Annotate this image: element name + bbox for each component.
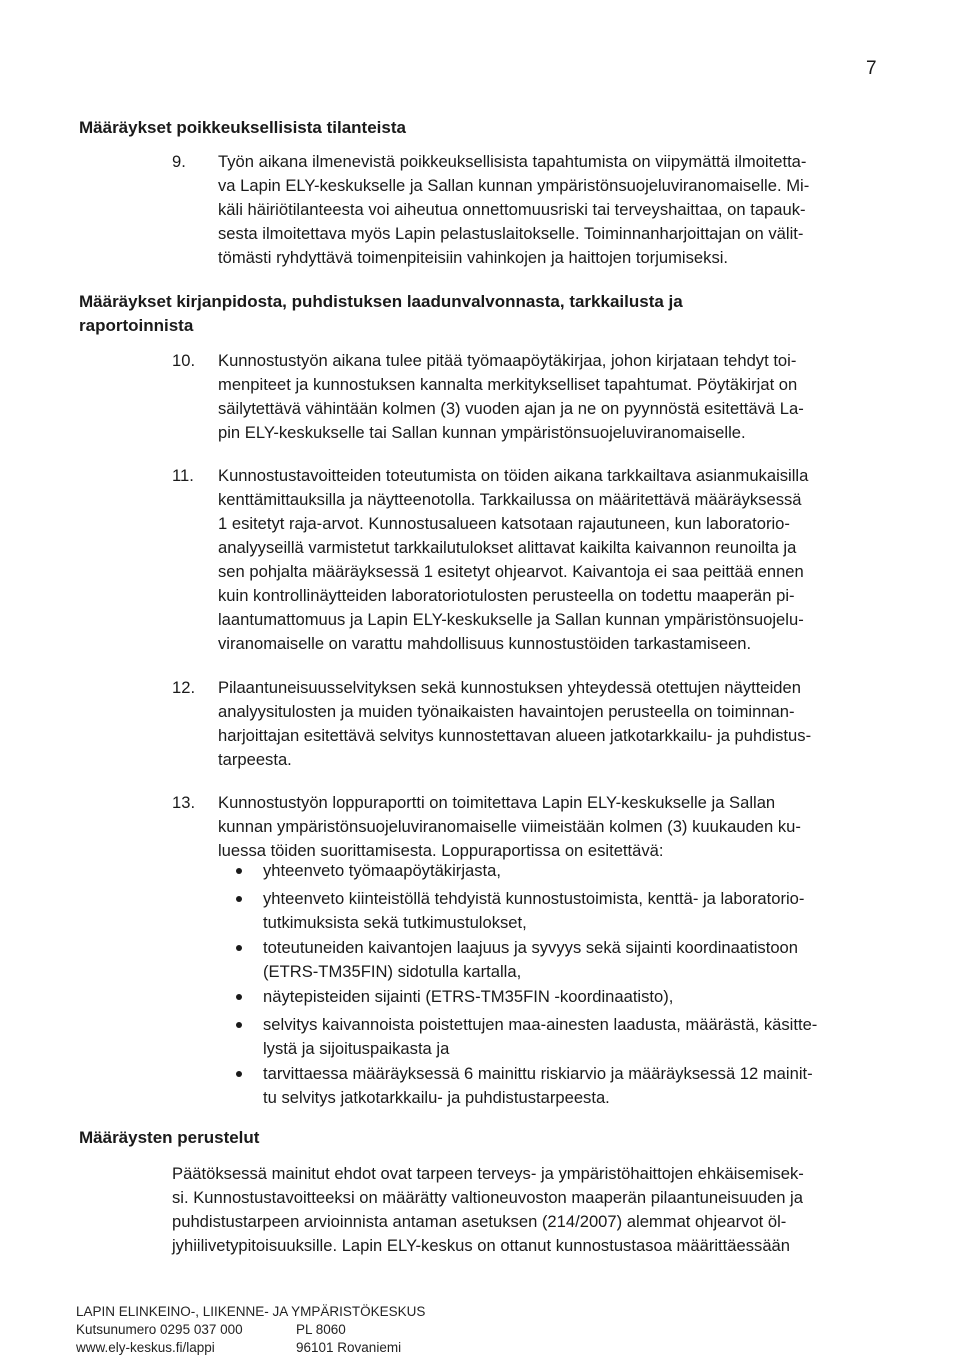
bullet-icon [236, 945, 242, 951]
text-line: Kunnostustavoitteiden toteutumista on töiden aikana tarkkailtava asianmukaisilla [218, 466, 809, 485]
text-line: laantumattomuus ja Lapin ELY-keskukselle ja Sallan kunnan ympäristönsuojelu- [218, 610, 804, 629]
text-line: 1 esitetyt raja-arvot. Kunnostusalueen katsotaan rajautuneen, kun laboratorio- [218, 514, 790, 533]
list-item [263, 985, 673, 1009]
text-line: tutkimuksista sekä tutkimustulokset, [263, 913, 527, 932]
item-number-13: 13. [172, 793, 196, 812]
text-line: yhteenveto kiinteistöllä tehdyistä kunnostustoimista, kenttä- ja laboratorio- [263, 889, 805, 908]
text-line: (ETRS-TM35FIN) sidotulla kartalla, [263, 962, 522, 981]
section-heading-rationale: Määräysten perustelut [79, 1128, 260, 1147]
item-number-9: 9. [172, 152, 186, 171]
text-line: Kunnostustyön aikana tulee pitää työmaapöytäkirjaa, johon kirjataan tehdyt toi- [218, 351, 797, 370]
footer-po-box: PL 8060 [296, 1322, 346, 1337]
text-line: menpiteet ja kunnostuksen kannalta merkitykselliset tapahtumat. Pöytäkirjat on [218, 375, 798, 394]
heading-line: Määräykset kirjanpidosta, puhdistuksen laadunvalvonnasta, tarkkailusta ja [79, 292, 683, 311]
text-line: va Lapin ELY-keskukselle ja Sallan kunnan ympäristönsuojeluviranomaiselle. Mi- [218, 176, 810, 195]
item-12-text [218, 676, 811, 772]
item-number-12: 12. [172, 678, 196, 697]
list-item [263, 1013, 817, 1061]
bullet-icon [236, 1022, 242, 1028]
text-line: yhteenveto työmaapöytäkirjasta, [263, 861, 501, 880]
text-line: kunnan ympäristönsuojeluviranomaiselle viimeistään kolmen (3) kuukauden ku- [218, 817, 801, 836]
heading-line: raportoinnista [79, 316, 194, 335]
text-line: analyyseillä varmistetut tarkkailutulokset alittavat kaikilta kaivannon reunoilta ja [218, 538, 797, 557]
list-item [263, 936, 798, 984]
footer-phone: Kutsunumero 0295 037 000 [76, 1322, 243, 1337]
text-line: Työn aikana ilmenevistä poikkeuksellisista tapahtumista on viipymättä ilmoitetta- [218, 152, 807, 171]
footer-org: LAPIN ELINKEINO-, LIIKENNE- JA YMPÄRISTÖKESKUS [76, 1304, 426, 1319]
text-line: Kunnostustyön loppuraportti on toimitettava Lapin ELY-keskukselle ja Sallan [218, 793, 776, 812]
section-heading-records [79, 290, 683, 338]
text-line: tarpeesta. [218, 750, 292, 769]
item-10-text [218, 349, 804, 445]
item-11-text [218, 464, 808, 656]
text-line: kuin kontrollinäytteiden laboratoriotulosten perusteella on todettu maaperän pi- [218, 586, 795, 605]
item-number-10: 10. [172, 351, 196, 370]
text-line: lystä ja sijoituspaikasta ja [263, 1039, 450, 1058]
text-line: si. Kunnostustavoitteeksi on määrätty valtioneuvoston maaperän pilaantuneisuuden ja [172, 1188, 803, 1207]
text-line: Pilaantuneisuusselvityksen sekä kunnostuksen yhteydessä otettujen näytteiden [218, 678, 801, 697]
text-line: sen pohjalta määräyksessä 1 esitetyt ohjearvot. Kaivantoja ei saa peittää ennen [218, 562, 804, 581]
footer-postal-code: 96101 Rovaniemi [296, 1340, 402, 1355]
text-line: pin ELY-keskukselle tai Sallan kunnan ympäristönsuojeluviranomaiselle. [218, 423, 746, 442]
bullet-icon [236, 868, 242, 874]
text-line: näytepisteiden sijainti (ETRS-TM35FIN -koordinaatisto), [263, 987, 674, 1006]
bullet-icon [236, 994, 242, 1000]
item-9-text [218, 150, 809, 270]
text-line: kenttämittauksilla ja näytteenotolla. Tarkkailussa on määritettävä määräyksessä [218, 490, 802, 509]
text-line: luessa töiden suorittamisesta. Loppuraportissa on esitettävä: [218, 841, 664, 860]
item-number-11: 11. [172, 466, 194, 485]
text-line: puhdistustarpeen arvioinnista antaman asetuksen (214/2007) alemmat ohjearvot öl- [172, 1212, 787, 1231]
text-line: käli häiriötilanteesta voi aiheutua onnettomuusriski tai terveyshaittaa, on tapauk- [218, 200, 806, 219]
text-line: selvitys kaivannoista poistettujen maa-ainesten laadusta, määrästä, käsitte- [263, 1015, 818, 1034]
item-13-text [218, 791, 801, 863]
text-line: toteutuneiden kaivantojen laajuus ja syvyys sekä sijainti koordinaatistoon [263, 938, 799, 957]
text-line: sesta ilmoitettava myös Lapin pelastuslaitokselle. Toiminnanharjoittajan on välit- [218, 224, 804, 243]
list-item [263, 887, 804, 935]
bullet-icon [236, 896, 242, 902]
text-line: viranomaiselle on varattu mahdollisuus kunnostustöiden tarkastamiseen. [218, 634, 752, 653]
text-line: tömästi ryhdyttävä toimenpiteisiin vahinkojen ja haittojen torjumiseksi. [218, 248, 729, 267]
text-line: tu selvitys jatkotarkkailu- ja puhdistustarpeesta. [263, 1088, 610, 1107]
text-line: tarvittaessa määräyksessä 6 mainittu riskiarvio ja määräyksessä 12 mainit- [263, 1064, 813, 1083]
text-line: Päätöksessä mainitut ehdot ovat tarpeen terveys- ja ympäristöhaittojen ehkäisemisek- [172, 1164, 804, 1183]
section-heading-exceptional: Määräykset poikkeuksellisista tilanteista [79, 118, 406, 137]
list-item [263, 1062, 813, 1110]
text-line: harjoittajan esitettävä selvitys kunnostettavan alueen jatkotarkkailu- ja puhdistus- [218, 726, 812, 745]
text-line: analyysitulosten ja muiden työnaikaisten havaintojen perusteella on toiminnan- [218, 702, 795, 721]
rationale-text [172, 1162, 804, 1258]
page-number: 7 [866, 58, 877, 79]
footer-website[interactable]: www.ely-keskus.fi/lappi [76, 1340, 215, 1355]
text-line: säilytettävä vähintään kolmen (3) vuoden ajan ja ne on pyynnöstä esitettävä La- [218, 399, 804, 418]
text-line: jyhiilivetypitoisuuksille. Lapin ELY-keskus on ottanut kunnostustasoa määrittäessään [172, 1236, 791, 1255]
list-item [263, 859, 501, 883]
bullet-icon [236, 1071, 242, 1077]
